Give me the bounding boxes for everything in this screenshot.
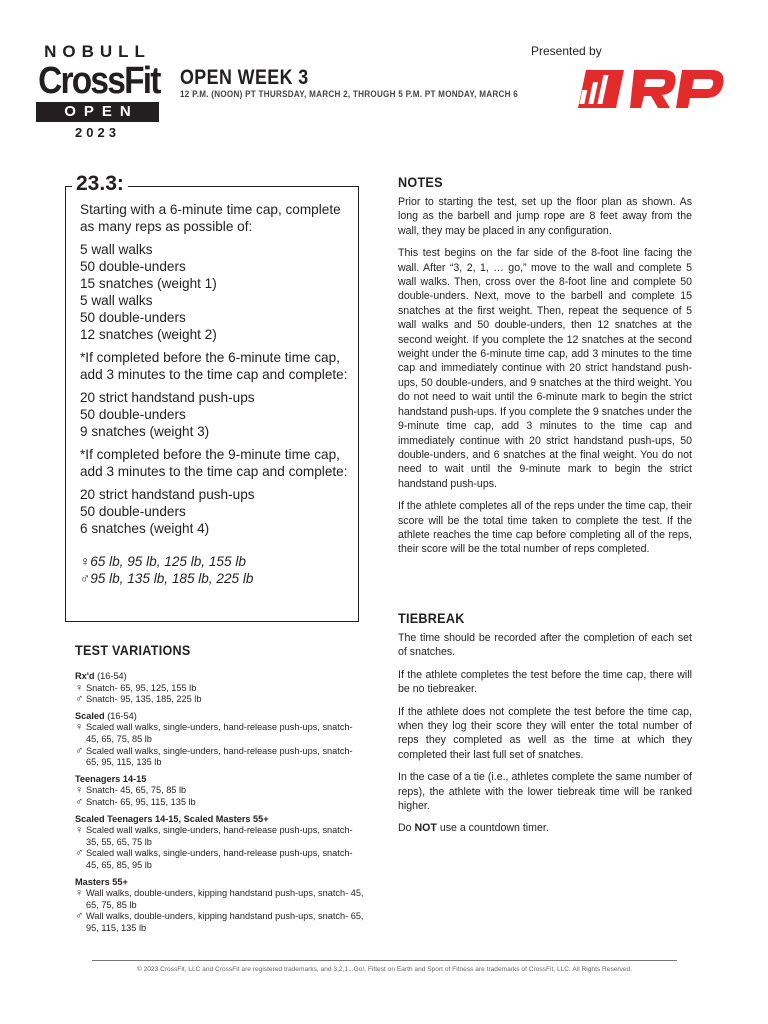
variation-category: Rx'd (16-54) [75, 671, 127, 681]
movement: 12 snatches (weight 2) [80, 327, 217, 342]
movement: 6 snatches (weight 4) [80, 521, 210, 536]
variation-female: ♀ Scaled wall walks, single-unders, hand-release push-ups, snatch- 45, 65, 75, 85 lb [75, 721, 353, 744]
male-icon: ♂ [80, 571, 91, 586]
notes-paragraph: This test begins on the far side of the 8-foot line facing the wall. After “3, 2, 1, … go,” move to the wall and complete 5 wall walks. Then, cross over the 8-foot line and complete 50 double-unders. Next, move to the barbell and complete 15 snatches at the first weight. Then, repeat the sequence of 5 wall walks and 50 double-unders, then 12 snatches at the second weight. If you complete the 12 snatches at the second weight under the 6-minute time cap, add 3 minutes to the time cap and immediately continue with 20 strict handstand push-ups, 50 double-unders, and 9 snatches at the third weight. You do not need to wait until the 6-minute mark to begin the strict handstand push-ups. If you complete the 9 snatches under the 9-minute time cap, add 3 minutes to the time cap and immediately continue with 20 strict handstand push-ups, 50 double-unders, and 6 snatches at the final weight. You do not need to wait until the 9-minute mark to begin the strict handstand push-ups. [398, 247, 692, 490]
presented-by-label: Presented by [531, 44, 602, 58]
variation-female: ♀ Scaled wall walks, single-unders, hand-release push-ups, snatch- 35, 55, 65, 75 lb [75, 824, 353, 847]
workout-note-2: *If completed before the 9-minute time cap, add 3 minutes to the time cap and complete: [80, 447, 348, 479]
movement: 15 snatches (weight 1) [80, 276, 217, 291]
page-title: OPEN WEEK 3 [180, 66, 309, 89]
notes-heading: NOTES [398, 174, 443, 190]
movement: 20 strict handstand push-ups [80, 390, 255, 405]
brand-crossfit: CrossFit [38, 60, 160, 102]
tiebreak-paragraph: The time should be recorded after the completion of each set of snatches. [398, 632, 692, 659]
movement: 5 wall walks [80, 242, 153, 257]
movement: 50 double-unders [80, 504, 186, 519]
variation-male: ♂ Wall walks, double-unders, kipping handstand push-ups, snatch- 65, 95, 115, 135 lb [75, 910, 364, 933]
variation-female: ♀ Snatch- 45, 65, 75, 85 lb [75, 784, 187, 797]
male-icon: ♂ [75, 744, 84, 757]
tiebreak-paragraph: In the case of a tie (i.e., athletes complete the same number of reps), the athlete with the lower tiebreak time will be ranked higher. [398, 771, 692, 813]
female-icon: ♀ [75, 824, 84, 837]
female-icon: ♀ [75, 721, 84, 734]
female-icon: ♀ [80, 554, 91, 569]
variation-category: Teenagers 14-15 [75, 773, 147, 784]
variation-category: Scaled Teenagers 14-15, Scaled Masters 55+ [75, 813, 269, 824]
rp-sponsor-logo [578, 68, 726, 115]
female-icon: ♀ [75, 784, 84, 797]
test-variations-heading: TEST VARIATIONS [75, 642, 191, 658]
variation-male: ♂ Snatch- 65, 95, 115, 135 lb [75, 795, 196, 808]
variation-category: Scaled (16-54) [75, 710, 137, 721]
footer-divider [92, 960, 677, 961]
movement: 5 wall walks [80, 293, 153, 308]
workout-block-3 [80, 486, 350, 537]
male-icon: ♂ [75, 910, 84, 923]
male-icon: ♂ [75, 847, 84, 860]
movement: 50 double-unders [80, 259, 186, 274]
tiebreak-paragraph: If the athlete does not complete the test before the time cap, when they log their score they will enter the total number of reps they completed as well as the time at which they completed their last full set of snatches. [398, 705, 692, 761]
variation-male: ♂ Snatch- 95, 135, 185, 225 lb [75, 693, 202, 706]
male-icon: ♂ [75, 693, 84, 706]
page-subtitle: 12 P.M. (NOON) PT THURSDAY, MARCH 2, THROUGH 5 P.M. PT MONDAY, MARCH 6 [180, 89, 519, 99]
female-icon: ♀ [75, 681, 84, 694]
male-icon: ♂ [75, 795, 84, 808]
weights-female: ♀65 lb, 95 lb, 125 lb, 155 lb [80, 554, 246, 569]
workout-description [80, 201, 350, 587]
brand-open: OPEN [36, 102, 159, 122]
notes-body [398, 195, 692, 565]
tiebreak-final-note: Do NOT use a countdown timer. [398, 822, 549, 835]
weights-male: ♂95 lb, 135 lb, 185 lb, 225 lb [80, 571, 254, 586]
variation-male: ♂ Scaled wall walks, single-unders, hand-release push-ups, snatch- 45, 65, 85, 95 lb [75, 847, 353, 870]
brand-year: 2023 [75, 125, 120, 140]
variation-female: ♀ Wall walks, double-unders, kipping handstand push-ups, snatch- 45, 65, 75, 85 lb [75, 887, 364, 910]
workout-title: 23.3: [72, 172, 128, 196]
brand-nobull: NOBULL [44, 42, 151, 61]
workout-note-1: *If completed before the 6-minute time cap, add 3 minutes to the time cap and complete: [80, 350, 348, 382]
tiebreak-body [398, 631, 692, 844]
test-variations-list [75, 666, 365, 934]
movement: 20 strict handstand push-ups [80, 487, 255, 502]
variation-category: Masters 55+ [75, 876, 128, 887]
movement: 50 double-unders [80, 310, 186, 325]
tiebreak-paragraph: If the athlete completes the test before the time cap, there will be no tiebreaker. [398, 668, 692, 696]
movement: 50 double-unders [80, 407, 186, 422]
crossfit-open-logo [30, 42, 165, 140]
female-icon: ♀ [75, 887, 84, 900]
variation-male: ♂ Scaled wall walks, single-unders, hand-release push-ups, snatch- 65, 95, 115, 135 lb [75, 744, 353, 768]
footer-copyright: © 2023 CrossFit, LLC and CrossFit are registered trademarks, and 3,2,1...Go!, Fittest on Earth and Sport of Fitness are trademarks of CrossFit, LLC. All Rights Reserved. [136, 966, 633, 973]
workout-block-1 [80, 241, 350, 343]
variation-female: ♀ Snatch- 65, 95, 125, 155 lb [75, 681, 197, 694]
tiebreak-heading: TIEBREAK [398, 610, 465, 626]
workout-intro: Starting with a 6-minute time cap, complete as many reps as possible of: [80, 202, 341, 234]
workout-block-2 [80, 389, 350, 440]
movement: 9 snatches (weight 3) [80, 424, 210, 439]
notes-paragraph: If the athlete completes all of the reps under the time cap, their score will be the total time taken to complete the test. If the athlete reaches the time cap before completing all of the reps, their score will be the total number of reps completed. [398, 500, 692, 556]
notes-paragraph: Prior to starting the test, set up the floor plan as shown. As long as the barbell and jump rope are 8 feet away from the wall, they may be placed in any configuration. [398, 196, 692, 237]
rp-logo-icon [578, 68, 726, 110]
